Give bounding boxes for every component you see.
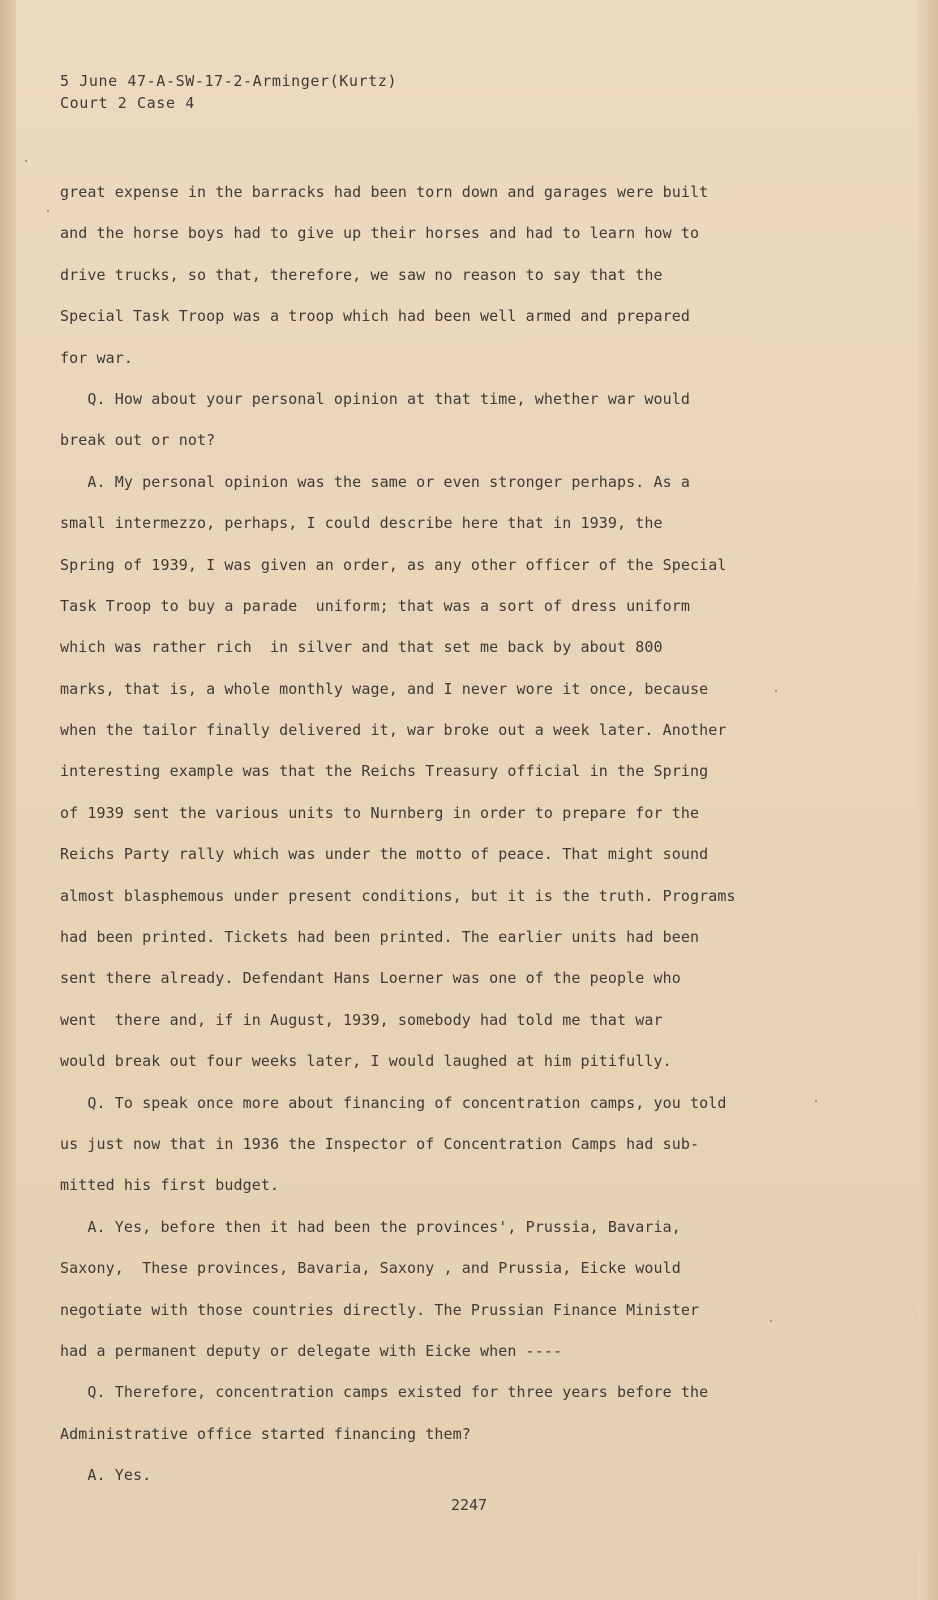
transcript-line: had a permanent deputy or delegate with Eicke when ---- bbox=[60, 1341, 563, 1360]
transcript-line: drive trucks, so that, therefore, we saw no reason to say that the bbox=[60, 265, 663, 284]
transcript-line: A. Yes, before then it had been the provinces', Prussia, Bavaria, bbox=[60, 1217, 681, 1236]
transcript-line: sent there already. Defendant Hans Loerner was one of the people who bbox=[60, 969, 681, 988]
transcript-line: small intermezzo, perhaps, I could describe here that in 1939, the bbox=[60, 514, 663, 533]
transcript-line: almost blasphemous under present conditions, but it is the truth. Programs bbox=[60, 886, 736, 905]
paper-speck bbox=[775, 690, 777, 692]
transcript-line: A. Yes. bbox=[60, 1466, 152, 1485]
transcript-line: great expense in the barracks had been torn down and garages were built bbox=[60, 183, 709, 201]
transcript-line: interesting example was that the Reichs Treasury official in the Spring bbox=[60, 762, 709, 781]
transcript-line: Administrative office started financing them? bbox=[60, 1424, 471, 1443]
paper-edge-left bbox=[0, 0, 16, 1600]
paper-speck bbox=[770, 1320, 772, 1322]
paper-speck bbox=[815, 1100, 817, 1102]
transcript-line: of 1939 sent the various units to Nurnberg in order to prepare for the bbox=[60, 803, 700, 822]
transcript-line: went there and, if in August, 1939, somebody had told me that war bbox=[60, 1010, 663, 1029]
paper-edge-right bbox=[918, 0, 938, 1600]
transcript-line: Spring of 1939, I was given an order, as any other officer of the Special bbox=[60, 555, 727, 574]
header-court-case-line: Court 2 Case 4 bbox=[60, 94, 195, 112]
transcript-line: us just now that in 1936 the Inspector of Concentration Camps had sub- bbox=[60, 1134, 700, 1153]
page-number: 2247 bbox=[450, 1496, 488, 1514]
transcript-line: Q. Therefore, concentration camps existed for three years before the bbox=[60, 1383, 709, 1402]
transcript-line: negotiate with those countries directly. The Prussian Finance Minister bbox=[60, 1300, 700, 1319]
paper-speck bbox=[47, 210, 49, 212]
transcript-line: mitted his first budget. bbox=[60, 1176, 280, 1195]
header-reference-line: 5 June 47-A-SW-17-2-Arminger(Kurtz) bbox=[60, 72, 398, 90]
transcript-line: which was rather rich in silver and that set me back by about 800 bbox=[60, 638, 663, 657]
transcript-line: and the horse boys had to give up their horses and had to learn how to bbox=[60, 224, 700, 243]
transcript-line: would break out four weeks later, I would laughed at him pitifully. bbox=[60, 1052, 672, 1071]
transcript-line: Q. How about your personal opinion at that time, whether war would bbox=[60, 389, 691, 408]
transcript-body bbox=[60, 172, 880, 1497]
transcript-line: break out or not? bbox=[60, 431, 216, 450]
transcript-line: had been printed. Tickets had been printed. The earlier units had been bbox=[60, 928, 700, 947]
transcript-line: Saxony, These provinces, Bavaria, Saxony , and Prussia, Eicke would bbox=[60, 1259, 681, 1278]
transcript-line: Task Troop to buy a parade uniform; that was a sort of dress uniform bbox=[60, 596, 691, 615]
transcript-line: Reichs Party rally which was under the motto of peace. That might sound bbox=[60, 845, 709, 864]
transcript-line: when the tailor finally delivered it, war broke out a week later. Another bbox=[60, 721, 727, 740]
transcript-line: marks, that is, a whole monthly wage, and I never wore it once, because bbox=[60, 679, 709, 698]
transcript-line: Special Task Troop was a troop which had been well armed and prepared bbox=[60, 307, 691, 326]
paper-speck bbox=[25, 160, 27, 162]
transcript-line: for war. bbox=[60, 348, 134, 367]
transcript-line: A. My personal opinion was the same or even stronger perhaps. As a bbox=[60, 472, 691, 491]
document-header bbox=[60, 70, 397, 114]
transcript-line: Q. To speak once more about financing of concentration camps, you told bbox=[60, 1093, 727, 1112]
